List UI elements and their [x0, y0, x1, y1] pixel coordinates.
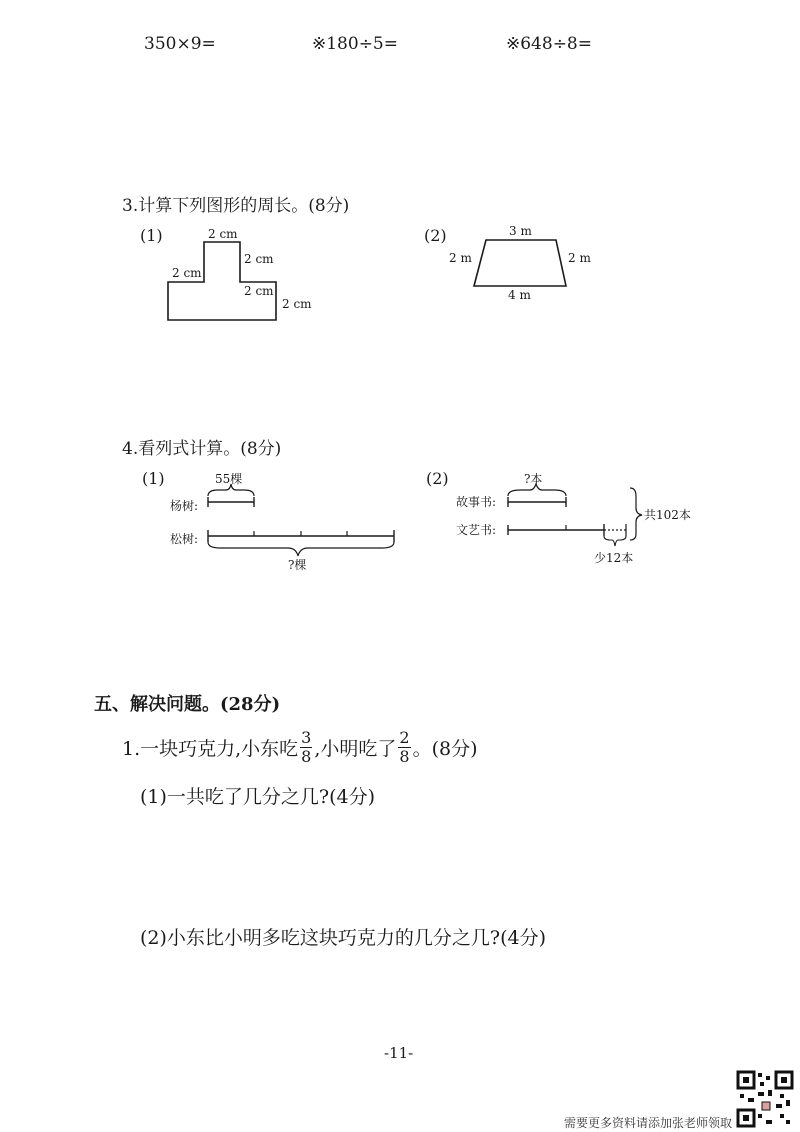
- fraction-1-denominator: 8: [301, 747, 312, 766]
- q3-fig2-top: 3 m: [509, 224, 532, 238]
- calc-item-3: ※648÷8=: [506, 34, 592, 54]
- fraction-2-8: [398, 730, 410, 765]
- calc-item-2: ※180÷5=: [312, 34, 398, 54]
- problem1-mid: ,小明吃了: [314, 738, 397, 760]
- q4-fig1-label: (1): [142, 469, 165, 488]
- q4-fig1-row1-label: 杨树:: [170, 499, 199, 513]
- fraction-1-numerator: 3: [301, 728, 312, 747]
- section5-title: 五、解决问题。(28分): [94, 694, 281, 715]
- q4-fig1-diagram: [200, 480, 410, 560]
- q3-fig2-label: (2): [424, 226, 447, 245]
- calc-item-1: 350×9=: [144, 34, 216, 54]
- problem1-sub1: (1)一共吃了几分之几?(4分): [140, 786, 376, 808]
- q4-fig2-row2-label: 文艺书:: [456, 523, 497, 537]
- problem1-lead: 1.一块巧克力,小东吃: [122, 738, 299, 760]
- q3-title: 3.计算下列图形的周长。(8分): [122, 196, 350, 216]
- problem1-tail: 。(8分): [412, 738, 478, 760]
- q4-fig2-less: 少12本: [594, 551, 634, 565]
- q4-fig2-total: 共102本: [644, 508, 691, 522]
- q3-fig1-dim-right-lower: 2 cm: [282, 297, 312, 311]
- q4-fig1-value-bottom: ?棵: [288, 558, 307, 572]
- q3-fig2-bottom: 4 m: [508, 288, 531, 302]
- q4-fig1-row2-label: 松树:: [170, 532, 199, 546]
- qr-code-icon: [736, 1070, 794, 1128]
- fraction-3-8: [300, 730, 312, 765]
- q3-fig2-right: 2 m: [568, 251, 591, 265]
- trapezoid-figure: [470, 234, 570, 294]
- q4-fig2-value-top: ?本: [524, 472, 543, 486]
- fraction-2-denominator: 8: [399, 747, 410, 766]
- q3-fig1-dim-top: 2 cm: [208, 227, 238, 241]
- problem1-statement: [122, 730, 478, 765]
- q4-fig2-row1-label: 故事书:: [456, 495, 497, 509]
- q3-fig1-dim-right-upper: 2 cm: [244, 252, 274, 266]
- q4-fig2-diagram: [500, 480, 650, 560]
- page-number: -11-: [384, 1044, 414, 1062]
- q4-fig1-value-top: 55棵: [215, 472, 243, 486]
- fraction-2-numerator: 2: [399, 728, 410, 747]
- q4-title: 4.看列式计算。(8分): [122, 439, 282, 459]
- footer-note: 需要更多资料请添加张老师领取: [564, 1116, 733, 1130]
- problem1-sub2: (2)小东比小明多吃这块巧克力的几分之几?(4分): [140, 927, 547, 949]
- q3-fig1-dim-left-upper: 2 cm: [172, 266, 202, 280]
- t-shape-figure: [160, 236, 290, 326]
- q3-fig1-dim-step: 2 cm: [244, 284, 274, 298]
- q4-fig2-label: (2): [426, 469, 449, 488]
- q3-fig2-left: 2 m: [449, 251, 472, 265]
- q3-fig1-label: (1): [140, 226, 163, 245]
